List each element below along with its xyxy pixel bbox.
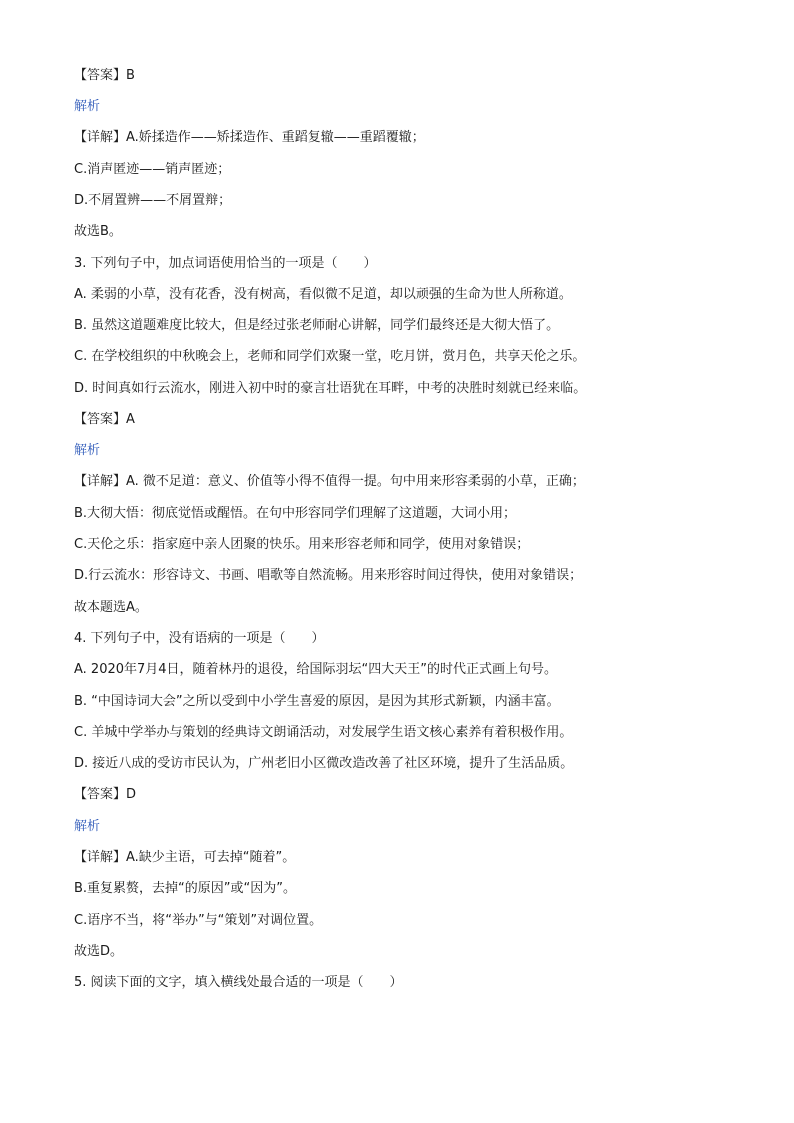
line-option: C. 在学校组织的中秋晚会上，老师和同学们欢聚一堂，吃月饼，赏月色，共享天伦之乐。 — [74, 349, 586, 364]
line-answer: 【答案】A — [74, 412, 135, 427]
line-question: 4. 下列句子中，没有语病的一项是（ ） — [74, 631, 325, 646]
line-text: B.大彻大悟：彻底觉悟或醒悟。在句中形容同学们理解了这道题，大词小用； — [74, 506, 517, 521]
line-answer: 【答案】D — [74, 787, 137, 802]
line-text: C.天伦之乐：指家庭中亲人团聚的快乐。用来形容老师和同学，使用对象错误； — [74, 537, 530, 552]
line-text: B.重复累赘，去掉“的原因”或“因为”。 — [74, 881, 296, 896]
line-analysis: 解析 — [74, 443, 101, 458]
line-question: 3. 下列句子中，加点词语使用恰当的一项是（ ） — [74, 256, 377, 271]
line-answer: 【答案】B — [74, 68, 135, 83]
line-option: A. 柔弱的小草，没有花香，没有树高，看似微不足道，却以顽强的生命为世人所称道。 — [74, 287, 572, 302]
line-option: D. 时间真如行云流水，刚进入初中时的豪言壮语犹在耳畔，中考的决胜时刻就已经来临。 — [74, 381, 587, 396]
line-text: 故选D。 — [74, 944, 124, 959]
line-text: C.消声匿迹——销声匿迹； — [74, 162, 231, 177]
line-option: A. 2020年7月4日，随着林丹的退役，给国际羽坛“四大天王”的时代正式画上句号。 — [74, 662, 558, 677]
line-option: C. 羊城中学举办与策划的经典诗文朗诵活动，对发展学生语文核心素养有着积极作用。 — [74, 725, 573, 740]
line-option: B. 虽然这道题难度比较大，但是经过张老师耐心讲解，同学们最终还是大彻大悟了。 — [74, 318, 560, 333]
line-analysis: 解析 — [74, 99, 101, 114]
line-analysis: 解析 — [74, 819, 101, 834]
line-text: 【详解】A.缺少主语，可去掉“随着”。 — [74, 850, 296, 865]
line-text: D.行云流水：形容诗文、书画、唱歌等自然流畅。用来形容时间过得快，使用对象错误； — [74, 568, 583, 583]
line-text: 故本题选A。 — [74, 600, 148, 615]
line-text: 【详解】A. 微不足道：意义、价值等小得不值得一提。句中用来形容柔弱的小草，正确； — [74, 474, 585, 489]
line-option: D. 接近八成的受访市民认为，广州老旧小区微改造改善了社区环境，提升了生活品质。 — [74, 756, 574, 771]
line-text: 故选B。 — [74, 224, 122, 239]
line-option: B. “中国诗词大会”之所以受到中小学生喜爱的原因，是因为其形式新颖，内涵丰富。 — [74, 694, 560, 709]
line-text: C.语序不当，将“举办”与“策划”对调位置。 — [74, 913, 323, 928]
line-text: D.不屑置辨——不屑置辩； — [74, 193, 232, 208]
line-question: 5. 阅读下面的文字，填入横线处最合适的一项是（ ） — [74, 975, 403, 990]
line-text: 【详解】A.娇揉造作——矫揉造作、重蹈复辙——重蹈覆辙； — [74, 130, 425, 145]
